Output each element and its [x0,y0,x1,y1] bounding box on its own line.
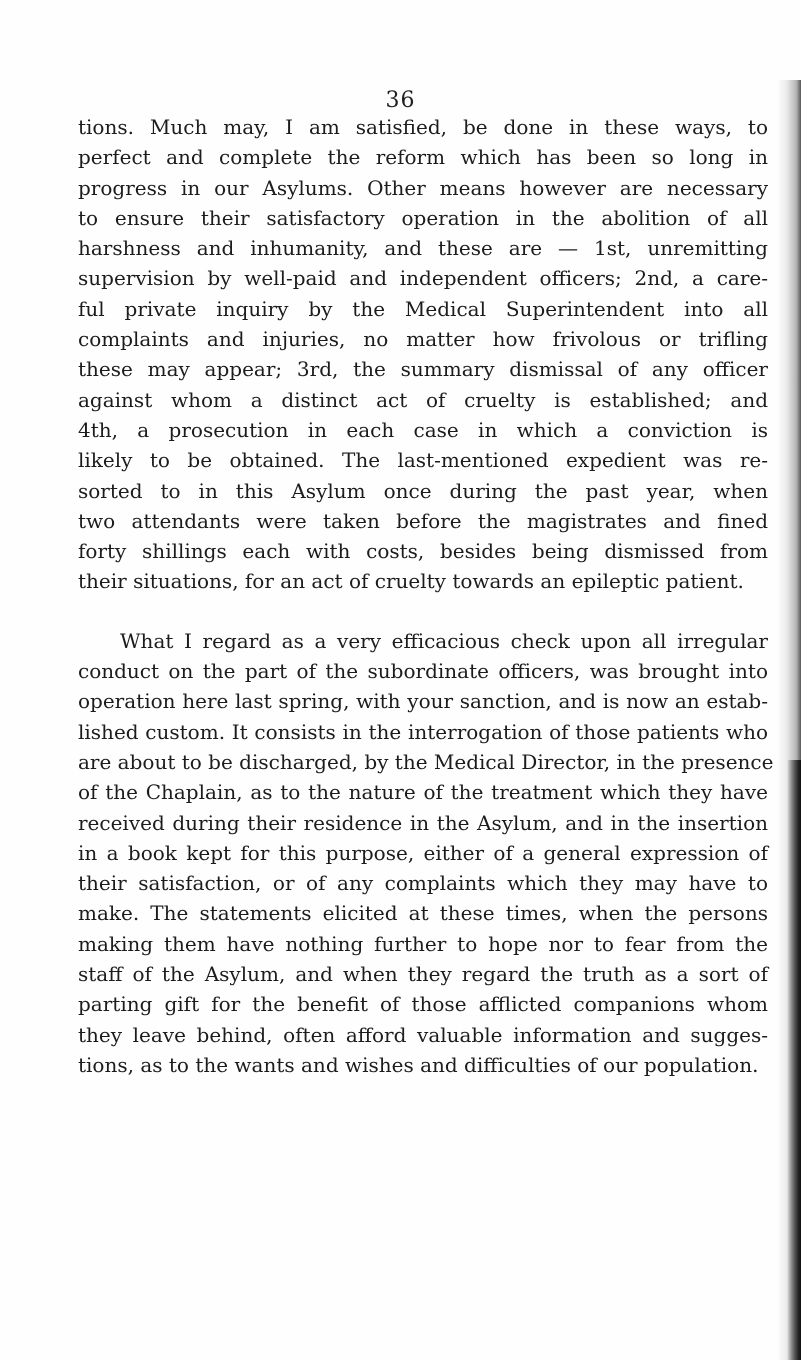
paragraph-1 [78,112,768,597]
text-line: they leave behind, often afford valuable information and sugges- [78,1022,768,1047]
text-line: their situations, for an act of cruelty towards an epileptic patient. [78,569,744,594]
text-line: 4th, a prosecution in each case in which a conviction is [78,417,768,442]
paragraph-gap [78,597,768,626]
text-line: tions. Much may, I am satisfied, be done in these ways, to [78,115,768,139]
text-line: lished custom. It consists in the interrogation of those patients who [78,719,768,744]
text-line: received during their residence in the Asylum, and in the insertion [78,810,768,835]
text-line: two attendants were taken before the magistrates and fined [78,508,768,533]
text-line: forty shillings each with costs, besides being dismissed from [78,539,768,564]
text-line: progress in our Asylums. Other means however are necessary [78,175,768,200]
page-edge-dark [787,760,801,1360]
text-line: are about to be discharged, by the Medical Director, in the presence [78,749,774,774]
text-line: sorted to in this Asylum once during the past year, when [78,478,768,503]
paragraph-2 [78,626,774,1080]
text-line: perfect and complete the reform which has been so long in [78,145,768,170]
text-line: make. The statements elicited at these times, when the persons [78,901,768,926]
text-line: to ensure their satisfactory operation in the abolition of all [78,205,768,230]
text-line: What I regard as a very efficacious check upon all irregular [120,628,768,653]
text-line: likely to be obtained. The last-mentioned expedient was re- [78,448,768,473]
text-line: against whom a distinct act of cruelty is established; and [78,387,768,412]
text-line: parting gift for the benefit of those afflicted companions whom [78,992,768,1017]
text-line: making them have nothing further to hope nor to fear from the [78,931,768,956]
text-line: their satisfaction, or of any complaints which they may have to [78,871,768,896]
page-number: 36 [385,88,416,113]
text-line: these may appear; 3rd, the summary dismissal of any officer [78,357,768,382]
text-line: of the Chaplain, as to the nature of the treatment which they have [78,780,768,805]
text-line: in a book kept for this purpose, either of a general expression of [78,840,768,865]
text-line: complaints and injuries, no matter how frivolous or trifling [78,327,768,352]
text-line: harshness and inhumanity, and these are — 1st, unremitting [78,236,768,261]
text-line: supervision by well-paid and independent officers; 2nd, a care- [78,266,768,291]
text-line: ful private inquiry by the Medical Superintendent into all [78,296,768,321]
text-line: operation here last spring, with your sanction, and is now an estab- [78,689,768,714]
body-text [78,112,774,1080]
text-line: tions, as to the wants and wishes and difficulties of our population. [78,1052,759,1077]
text-line: staff of the Asylum, and when they regard the truth as a sort of [78,962,768,987]
text-line: conduct on the part of the subordinate officers, was brought into [78,659,768,684]
